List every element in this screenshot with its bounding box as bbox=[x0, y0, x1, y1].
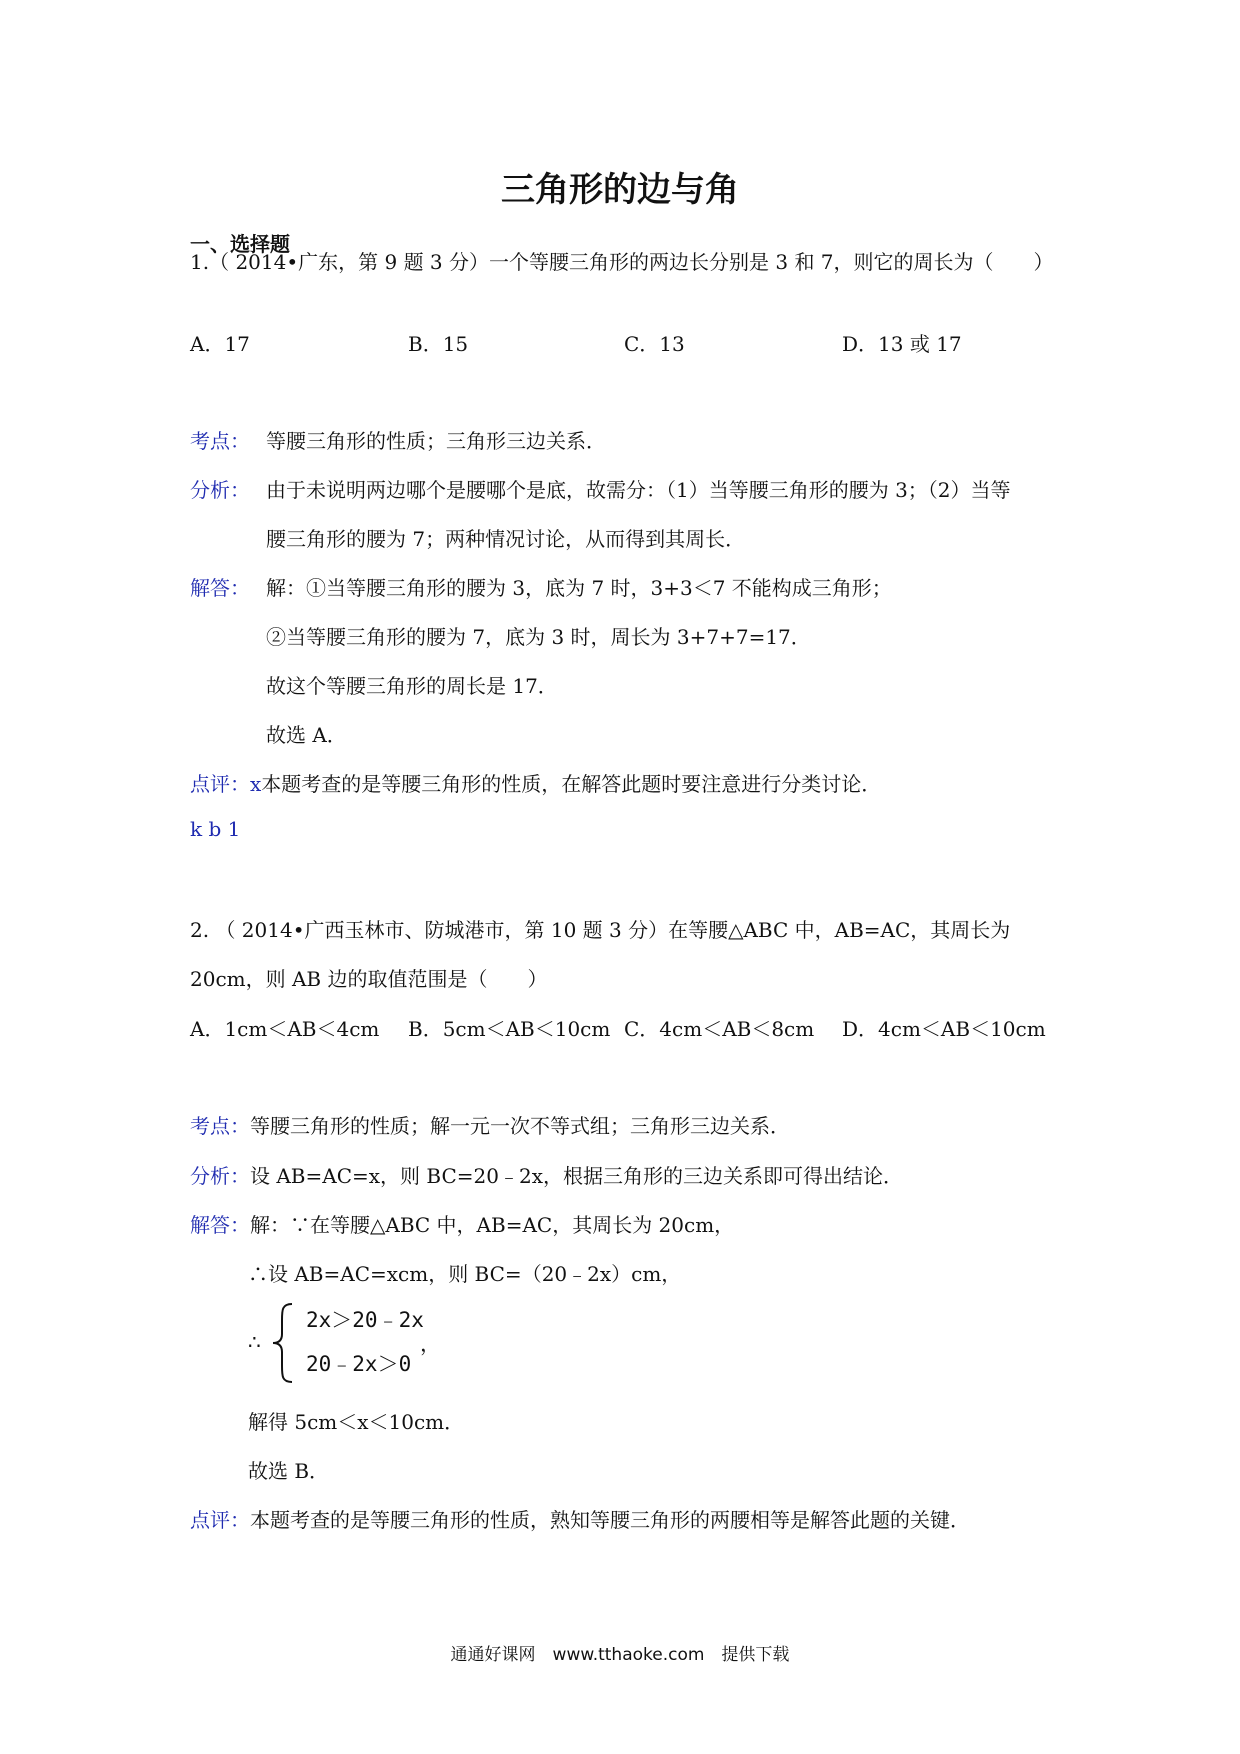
q2-inequality-comma: ， bbox=[420, 1332, 441, 1356]
q2-jieda-text-2: ∴设 AB=AC=xcm，则 BC=（20﹣2x）cm， bbox=[248, 1262, 682, 1286]
q2-fenxi-label: 分析： bbox=[190, 1164, 250, 1188]
page-title: 三角形的边与角 bbox=[501, 170, 739, 210]
q1-dianping-label: 点评： bbox=[190, 772, 250, 796]
q1-fenxi-label: 分析： bbox=[190, 478, 250, 502]
q1-jieda bbox=[190, 572, 892, 601]
q1-kb1: k b 1 bbox=[190, 817, 241, 841]
q1-kaodian-label: 考点： bbox=[190, 429, 250, 453]
q2-option-c: C．4cm＜AB＜8cm bbox=[624, 1017, 815, 1041]
q2-jieda-text-1: 解：∵在等腰△ABC 中，AB=AC，其周长为 20cm， bbox=[250, 1213, 735, 1237]
q2-inequality-2: 20﹣2x＞0 bbox=[306, 1352, 412, 1376]
q2-option-b: B．5cm＜AB＜10cm bbox=[408, 1017, 611, 1041]
q1-jieda-text-1: 解：①当等腰三角形的腰为 3，底为 7 时，3+3＜7 不能构成三角形； bbox=[266, 576, 892, 600]
q2-stem-1: 2. （ 2014•广西玉林市、防城港市，第 10 题 3 分）在等腰△ABC 中，AB=AC，其周长为 bbox=[190, 918, 1011, 942]
q2-dianping bbox=[190, 1504, 970, 1533]
q2-dianping-text: 本题考查的是等腰三角形的性质，熟知等腰三角形的两腰相等是解答此题的关键． bbox=[250, 1508, 970, 1532]
q2-kaodian-label: 考点： bbox=[190, 1114, 250, 1138]
q1-dianping-x: x bbox=[250, 772, 262, 796]
q1-fenxi-text-2: 腰三角形的腰为 7；两种情况讨论，从而得到其周长． bbox=[266, 527, 746, 551]
q2-inequality-system bbox=[270, 1300, 470, 1386]
q2-option-d: D．4cm＜AB＜10cm bbox=[842, 1017, 1046, 1041]
q1-option-a: A．17 bbox=[190, 332, 250, 356]
q1-jieda-text-3: 故这个等腰三角形的周长是 17． bbox=[266, 674, 558, 698]
q2-jieda-label: 解答： bbox=[190, 1213, 250, 1237]
q1-option-b: B．15 bbox=[408, 332, 469, 356]
q1-jieda-label: 解答： bbox=[190, 576, 250, 600]
q1-option-d: D．13 或 17 bbox=[842, 332, 962, 356]
q1-fenxi-text-1: 由于未说明两边哪个是腰哪个是底，故需分：（1）当等腰三角形的腰为 3；（2）当等 bbox=[266, 478, 1011, 502]
q2-stem-2: 20cm，则 AB 边的取值范围是（ ） bbox=[190, 967, 548, 991]
q2-therefore: ∴ bbox=[248, 1330, 261, 1354]
section-heading: 一、选择题 bbox=[190, 232, 290, 256]
q1-dianping-text: 本题考查的是等腰三角形的性质，在解答此题时要注意进行分类讨论． bbox=[261, 772, 882, 796]
q1-jieda-text-2: ②当等腰三角形的腰为 7，底为 3 时，周长为 3+7+7=17． bbox=[266, 625, 811, 649]
q2-kaodian-text: 等腰三角形的性质；解一元一次不等式组；三角形三边关系． bbox=[250, 1114, 790, 1138]
q1-jieda-text-4: 故选 A． bbox=[266, 723, 347, 747]
q1-kaodian bbox=[190, 425, 606, 454]
q1-fenxi bbox=[190, 474, 1011, 503]
q2-fenxi-text: 设 AB=AC=x，则 BC=20﹣2x，根据三角形的三边关系即可得出结论． bbox=[250, 1164, 903, 1188]
q2-dianping-label: 点评： bbox=[190, 1508, 250, 1532]
q2-jieda-text-3: 解得 5cm＜x＜10cm． bbox=[248, 1410, 465, 1434]
q2-jieda-text-4: 故选 B． bbox=[248, 1459, 330, 1483]
q2-option-a: A．1cm＜AB＜4cm bbox=[190, 1017, 380, 1041]
q1-stem: 1.（ 2014•广东，第 9 题 3 分）一个等腰三角形的两边长分别是 3 和 7，则它的周长为（ ） bbox=[190, 250, 1054, 274]
q1-dianping bbox=[190, 768, 881, 797]
q1-kaodian-text: 等腰三角形的性质；三角形三边关系． bbox=[266, 429, 606, 453]
left-brace-icon bbox=[270, 1300, 304, 1386]
page-footer: 通通好课网 www.tthaoke.com 提供下载 bbox=[450, 1645, 790, 1665]
q2-fenxi bbox=[190, 1160, 903, 1189]
q2-kaodian bbox=[190, 1110, 790, 1139]
q2-inequality-1: 2x＞20﹣2x bbox=[306, 1308, 424, 1332]
q2-jieda bbox=[190, 1209, 734, 1238]
q1-option-c: C．13 bbox=[624, 332, 685, 356]
